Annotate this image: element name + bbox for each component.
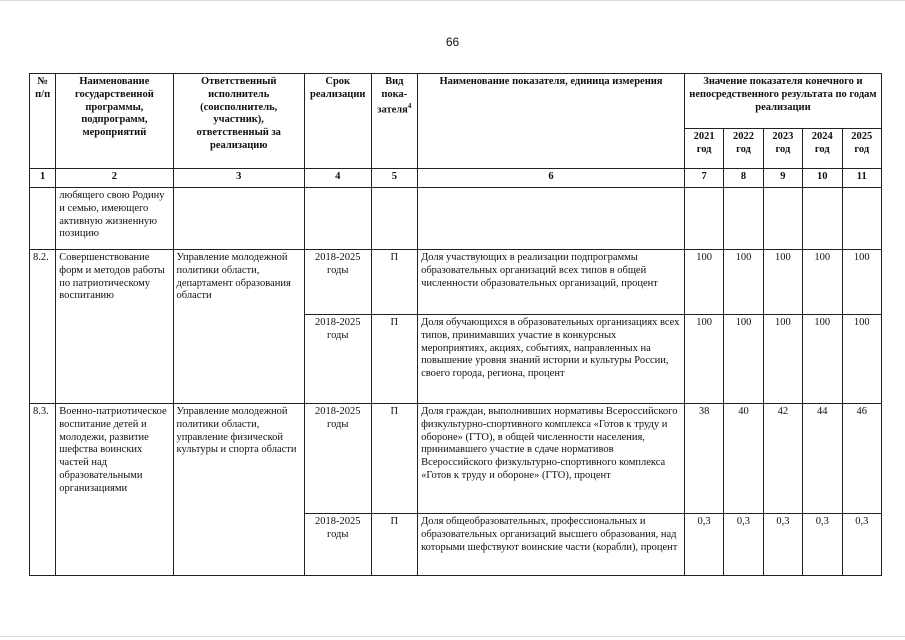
cell-indicator: Доля обучающихся в образовательных организациях всех типов, принимавших участие в конкурсных мероприятиях, акциях, событиях, направленных на повышение уровня знаний истории и культуры России, своего города, региона, процент	[418, 315, 685, 404]
cell-type: П	[371, 250, 417, 315]
column-number: 9	[763, 169, 802, 188]
header-type-label: Вид пока-зателя	[377, 76, 408, 116]
cell-value: 100	[684, 250, 723, 315]
column-number: 4	[304, 169, 371, 188]
cell-type: П	[371, 315, 417, 404]
cell-term: 2018-2025 годы	[304, 404, 371, 514]
cell-indicator	[418, 188, 685, 250]
cell-value	[763, 188, 802, 250]
table-row	[30, 250, 882, 315]
cell-value: 40	[724, 404, 763, 514]
cell-no: 8.3.	[30, 404, 56, 576]
cell-value	[684, 188, 723, 250]
cell-value: 100	[763, 315, 802, 404]
cell-value: 100	[842, 315, 882, 404]
header-executor: Ответственный исполнитель (соисполнитель, участник), ответственный за реализацию	[173, 74, 304, 169]
header-year: 2021 год	[684, 129, 723, 169]
column-number: 11	[842, 169, 882, 188]
header-term: Срок реализации	[304, 74, 371, 169]
cell-value: 100	[842, 250, 882, 315]
cell-executor: Управление молодежной политики области, управление физической культуры и спорта области	[173, 404, 304, 576]
cell-value: 0,3	[684, 514, 723, 576]
header-name: Наименование государственной программы, подпрограмм, мероприятий	[56, 74, 173, 169]
scan-edge-bottom	[0, 636, 905, 637]
cell-value: 38	[684, 404, 723, 514]
column-number: 6	[418, 169, 685, 188]
cell-value: 42	[763, 404, 802, 514]
cell-executor	[173, 188, 304, 250]
cell-value	[724, 188, 763, 250]
column-number: 10	[803, 169, 842, 188]
cell-value: 100	[763, 250, 802, 315]
cell-type	[371, 188, 417, 250]
cell-value: 0,3	[803, 514, 842, 576]
header-year: 2023 год	[763, 129, 802, 169]
column-number: 3	[173, 169, 304, 188]
table-row	[30, 188, 882, 250]
page-number: 66	[445, 35, 460, 49]
column-number: 8	[724, 169, 763, 188]
cell-type: П	[371, 514, 417, 576]
cell-value	[803, 188, 842, 250]
cell-name: Совершенствование форм и методов работы по патриотическому воспитанию	[56, 250, 173, 404]
cell-type: П	[371, 404, 417, 514]
cell-no	[30, 188, 56, 250]
column-number: 7	[684, 169, 723, 188]
header-values: Значение показателя конечного и непосредственного результата по годам реализации	[684, 74, 881, 129]
header-year: 2022 год	[724, 129, 763, 169]
cell-indicator: Доля граждан, выполнивших нормативы Всероссийского физкультурно-спортивного комплекса «Готов к труду и обороне» (ГТО), в общей численности населения, принимавшего участие в сдаче нормативов Всероссийского физкультурно-спортивного комплекса «Готов к труду и обороне» (ГТО), процент	[418, 404, 685, 514]
cell-value: 46	[842, 404, 882, 514]
cell-value: 0,3	[763, 514, 802, 576]
cell-value: 100	[803, 250, 842, 315]
column-number: 2	[56, 169, 173, 188]
cell-value: 0,3	[842, 514, 882, 576]
column-number: 1	[30, 169, 56, 188]
cell-term: 2018-2025 годы	[304, 250, 371, 315]
header-type	[371, 74, 417, 169]
cell-executor: Управление молодежной политики области, департамент образования области	[173, 250, 304, 404]
column-number: 5	[371, 169, 417, 188]
cell-term	[304, 188, 371, 250]
cell-no: 8.2.	[30, 250, 56, 404]
cell-value: 100	[684, 315, 723, 404]
header-year: 2024 год	[803, 129, 842, 169]
cell-term: 2018-2025 годы	[304, 514, 371, 576]
cell-term: 2018-2025 годы	[304, 315, 371, 404]
table-row	[30, 404, 882, 514]
cell-name: любящего свою Родину и семью, имеющего активную жизненную позицию	[56, 188, 173, 250]
scan-edge-top	[0, 0, 905, 1]
indicators-table	[29, 73, 882, 576]
header-indicator: Наименование показателя, единица измерения	[418, 74, 685, 169]
cell-value: 100	[803, 315, 842, 404]
cell-value: 0,3	[724, 514, 763, 576]
cell-value	[842, 188, 882, 250]
header-no: № п/п	[30, 74, 56, 169]
header-year: 2025 год	[842, 129, 882, 169]
cell-value: 100	[724, 250, 763, 315]
cell-value: 100	[724, 315, 763, 404]
cell-indicator: Доля общеобразовательных, профессиональных и образовательных организаций высшего образования, над которыми шефствуют воинские части (корабли), процент	[418, 514, 685, 576]
header-type-footnote: 4	[407, 101, 412, 110]
cell-value: 44	[803, 404, 842, 514]
cell-name: Военно-патриотическое воспитание детей и молодежи, развитие шефства воинских частей над образовательными организациями	[56, 404, 173, 576]
cell-indicator: Доля участвующих в реализации подпрограммы образовательных организаций всех типов в общей численности образовательных организаций, процент	[418, 250, 685, 315]
